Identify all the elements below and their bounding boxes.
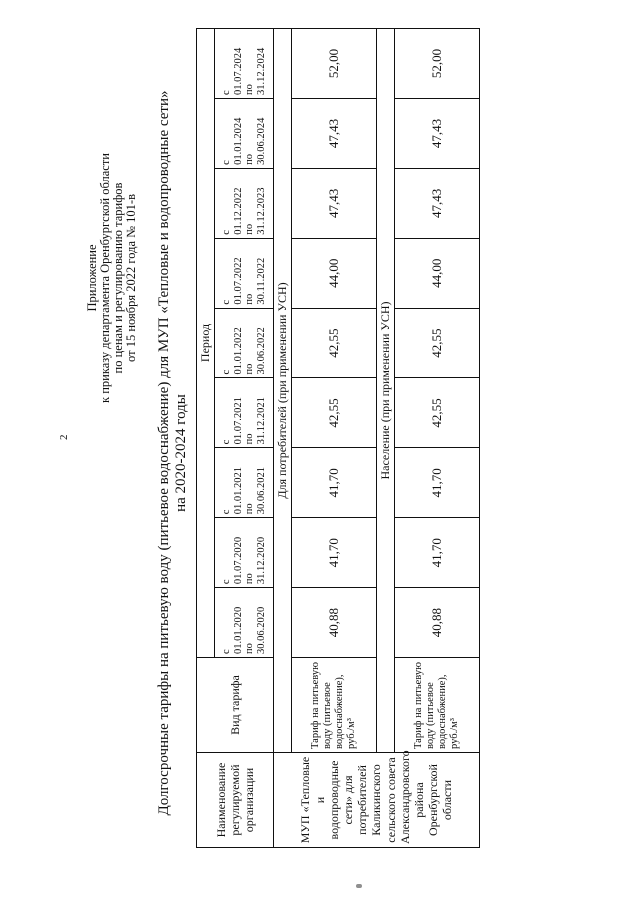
period-header-cell	[215, 29, 274, 99]
tariff-value-cell: 40,88	[292, 588, 377, 658]
tariff-value-cell: 52,00	[292, 29, 377, 99]
period-header-line: по	[244, 223, 255, 235]
tariff-value-cell: 47,43	[395, 99, 480, 169]
period-header-line: 31.12.2023	[255, 187, 267, 235]
period-header-line: 30.11.2022	[255, 257, 267, 305]
tariff-kind-consumers: Тариф на питьевую воду (питьевое водоснабжение), руб./м³	[292, 658, 377, 753]
period-header-cell	[215, 99, 274, 169]
period-header-cell	[215, 168, 274, 238]
period-header-line: с	[221, 509, 232, 515]
period-header-line: по	[244, 363, 255, 375]
period-header-cell	[215, 308, 274, 378]
tariff-value-cell: 47,43	[395, 168, 480, 238]
period-header-cell	[215, 518, 274, 588]
period-header-line: с	[221, 649, 232, 654]
period-header-line: 01.01.2021	[232, 467, 244, 515]
period-header-line: 01.01.2020	[232, 606, 244, 654]
period-header-line: с	[221, 160, 232, 165]
period-header-line: 01.01.2024	[232, 117, 244, 165]
annex-block	[86, 68, 138, 488]
header-organization: Наименование регулируемой организации	[197, 753, 274, 848]
period-header-line: с	[221, 230, 232, 235]
period-header-line: 01.07.2020	[232, 536, 244, 585]
period-header-line: 01.07.2021	[232, 397, 244, 445]
tariff-table	[196, 28, 480, 848]
period-header-cell	[215, 378, 274, 448]
tariff-value-cell: 42,55	[292, 378, 377, 448]
period-header-line: 01.07.2022	[232, 257, 244, 305]
tariff-value-cell: 47,43	[292, 99, 377, 169]
period-header-line: 01.01.2022	[232, 327, 244, 375]
tariff-value-cell: 41,70	[292, 448, 377, 518]
header-tariff-kind: Вид тарифа	[197, 658, 274, 753]
period-header-line: 31.12.2021	[255, 397, 267, 445]
band-consumers: Для потребителей (при применении УСН)	[274, 29, 292, 753]
period-header-cell	[215, 448, 274, 518]
tariff-value-cell: 40,88	[395, 588, 480, 658]
period-header-line: по	[244, 643, 255, 654]
period-header-line: с	[221, 439, 232, 445]
period-header-line: с	[221, 90, 232, 95]
tariff-value-cell: 52,00	[395, 29, 480, 99]
tariff-value-cell: 42,55	[292, 308, 377, 378]
page-number: 2	[58, 434, 70, 440]
period-header-line: с	[221, 299, 232, 305]
annex-line: по ценам и регулированию тарифов	[111, 182, 125, 374]
period-header-line: с	[221, 369, 232, 375]
tariff-value-cell: 44,00	[395, 238, 480, 308]
period-header-line: 01.12.2022	[232, 187, 244, 235]
tariff-value-cell: 41,70	[395, 518, 480, 588]
header-period: Период	[197, 29, 215, 658]
period-header-line: 31.12.2020	[255, 536, 267, 585]
tariff-value-cell: 42,55	[395, 308, 480, 378]
period-header-line: 30.06.2021	[255, 467, 267, 515]
tariff-value-cell: 44,00	[292, 238, 377, 308]
title-line: Долгосрочные тарифы на питьевую воду (питьевое водоснабжение) для МУП «Тепловые и водопроводные сети»	[156, 90, 172, 816]
period-header-line: 01.07.2024	[232, 47, 244, 95]
band-population: Население (при применении УСН)	[377, 29, 395, 753]
organization-name: МУП «Тепловые и водопроводные сети» для потребителей Каликинского сельского совета Александровского района Оренбургской области	[274, 753, 480, 848]
tariff-value-cell: 47,43	[292, 168, 377, 238]
period-header-line: 30.06.2024	[255, 117, 267, 165]
period-header-line: по	[244, 433, 255, 445]
landscape-page-content	[78, 28, 578, 878]
period-header-line: по	[244, 573, 255, 585]
title-line: на 2020-2024 годы	[173, 394, 189, 512]
annex-line: Приложение	[85, 244, 99, 312]
period-header-cell	[215, 238, 274, 308]
annex-line: от 15 ноября 2022 года № 101-в	[124, 194, 138, 362]
tariff-kind-population: Тариф на питьевую воду (питьевое водоснабжение), руб./м³	[395, 658, 480, 753]
tariff-value-cell: 41,70	[292, 518, 377, 588]
annex-line: к приказу департамента Оренбургской области	[98, 153, 112, 403]
period-header-cell	[215, 588, 274, 658]
period-header-line: 31.12.2024	[255, 47, 267, 95]
period-header-line: по	[244, 154, 255, 165]
document-title	[156, 28, 190, 878]
period-header-line: по	[244, 503, 255, 515]
period-header-line: по	[244, 293, 255, 305]
tariff-value-cell: 41,70	[395, 448, 480, 518]
period-header-line: с	[221, 579, 232, 585]
scan-speck	[356, 884, 362, 888]
period-header-line: 30.06.2020	[255, 606, 267, 654]
period-header-line: 30.06.2022	[255, 327, 267, 375]
period-header-line: по	[244, 84, 255, 95]
tariff-value-cell: 42,55	[395, 378, 480, 448]
